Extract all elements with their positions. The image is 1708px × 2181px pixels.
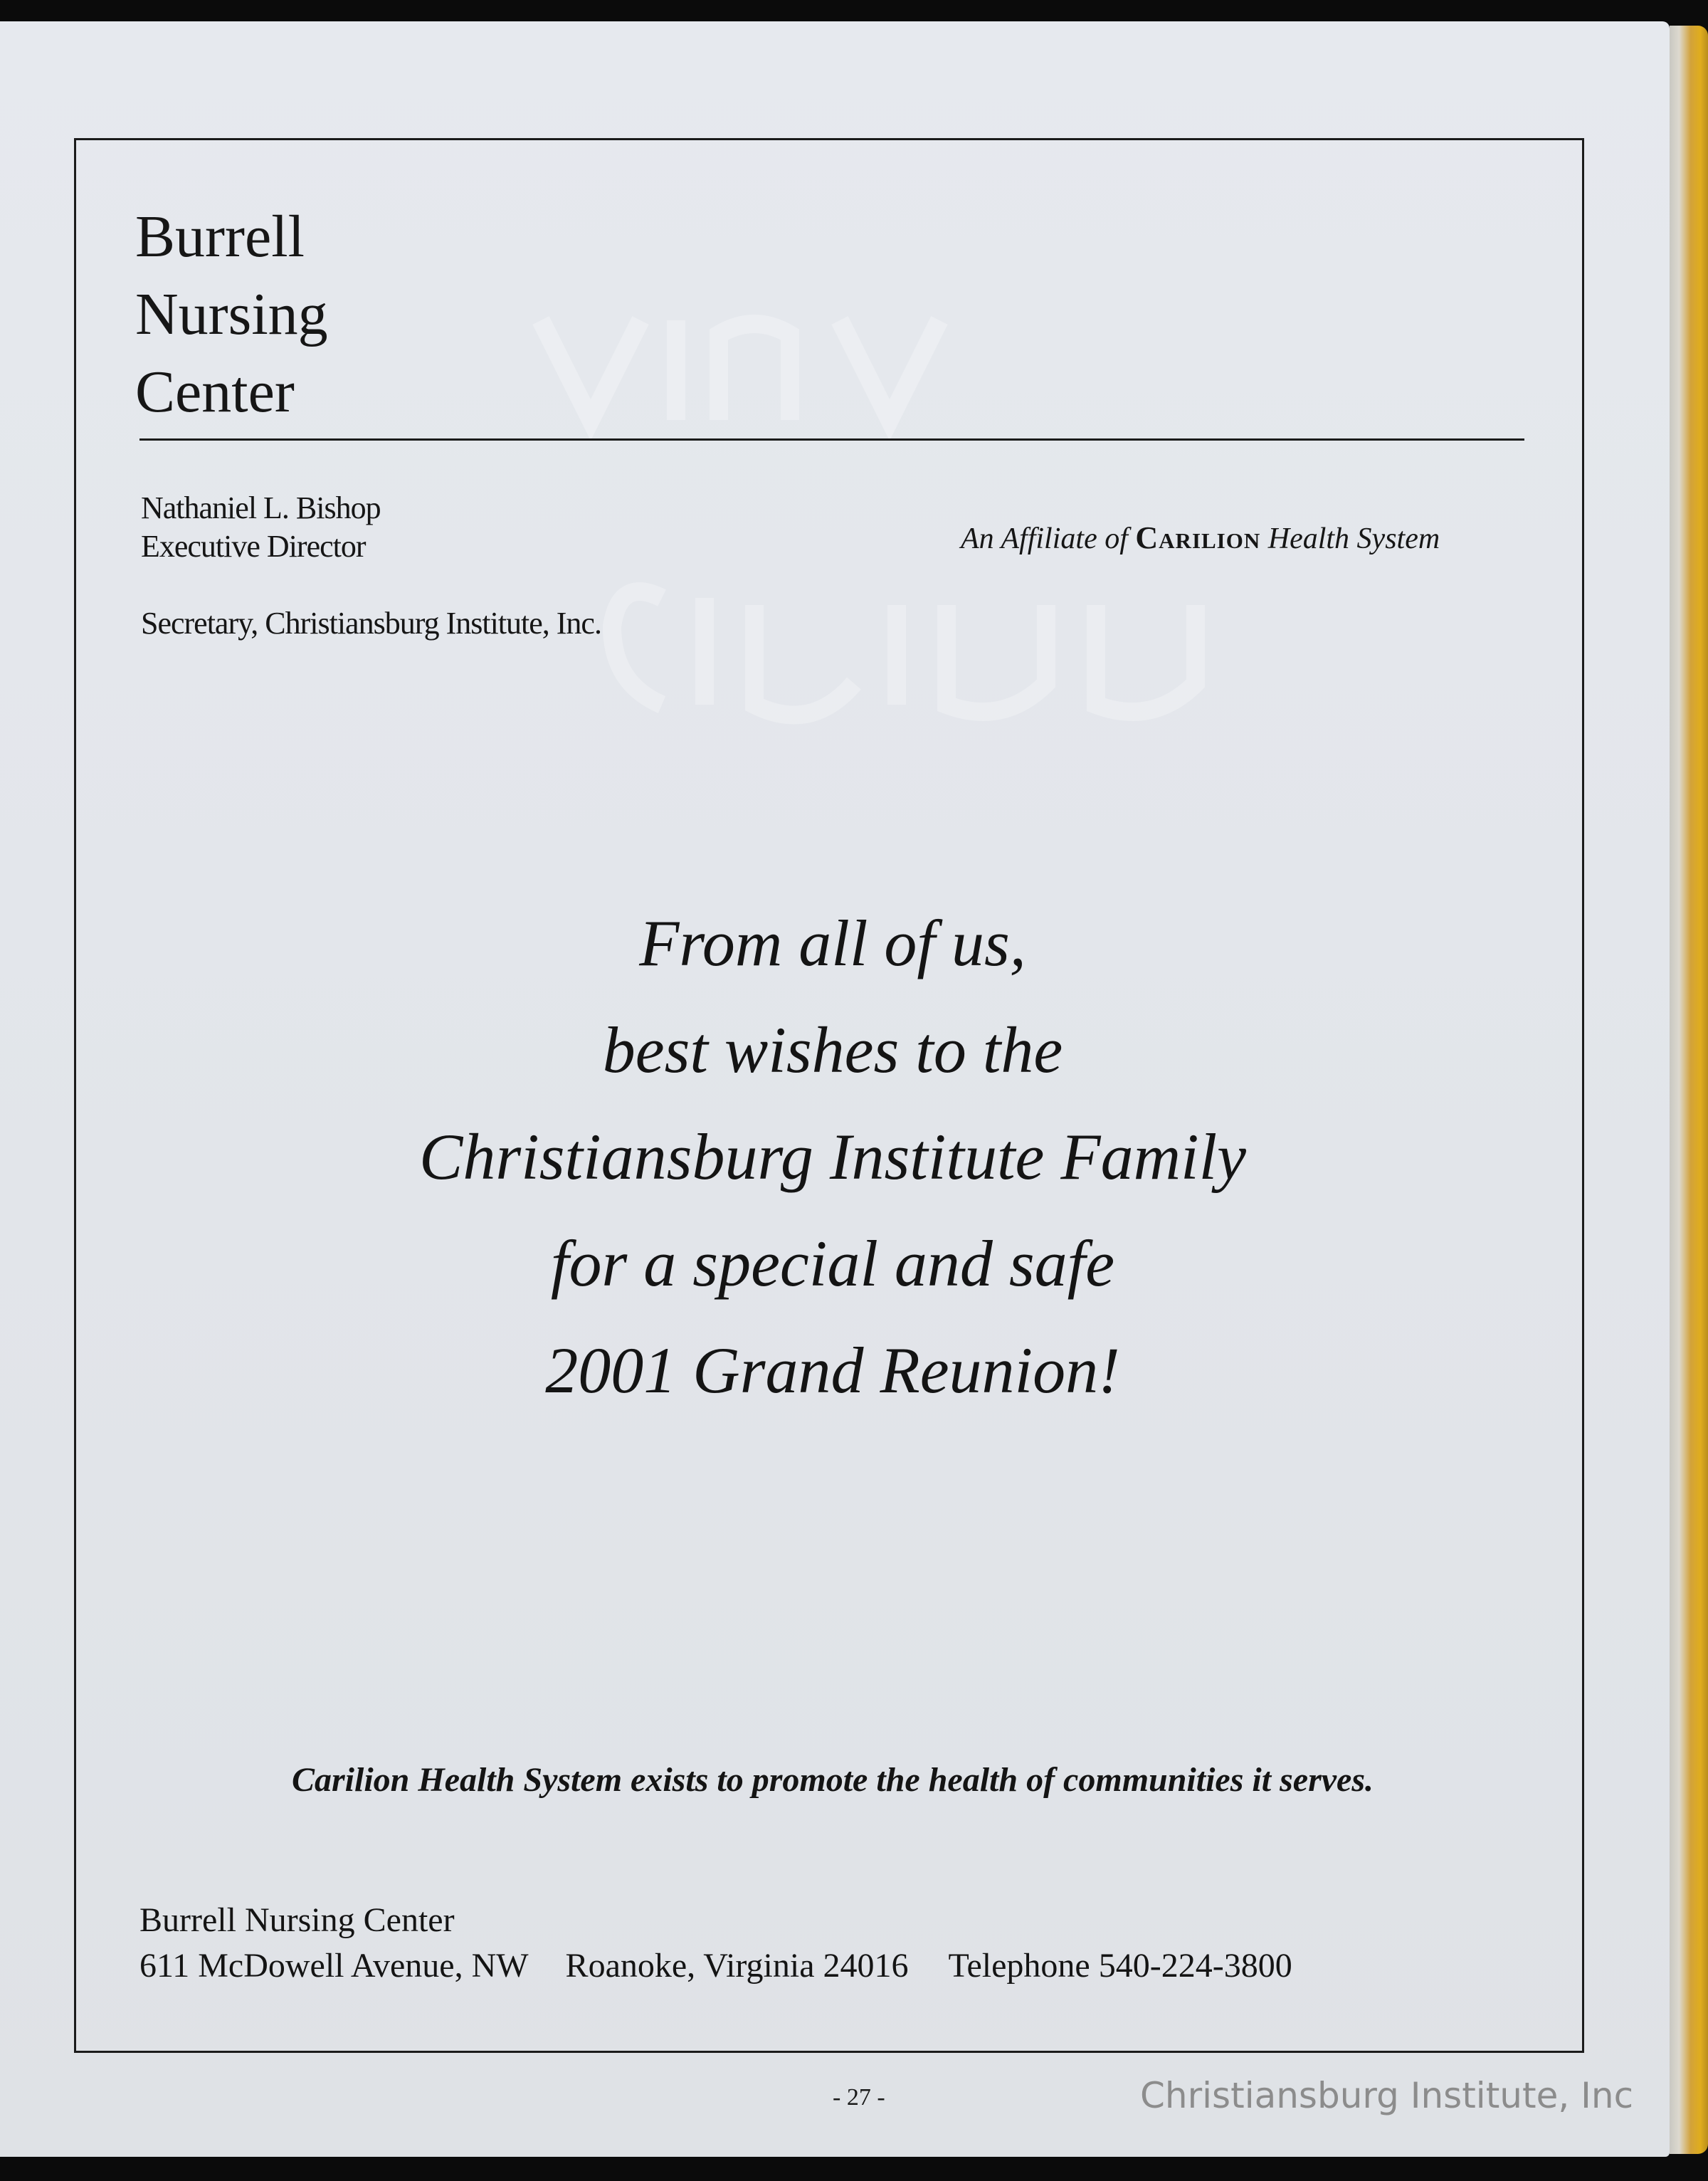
mission-tagline: Carilion Health System exists to promote the health of communities it serves. [291,1761,1374,1799]
officer-name: Nathaniel L. Bishop [141,490,381,525]
officer-title: Executive Director [141,529,366,564]
footer-street: 611 McDowell Avenue, NW [139,1947,529,1985]
affiliation-prefix: An Affiliate of [961,522,1128,555]
greeting-message [185,890,1480,1424]
org-name-line: Nursing [135,281,328,347]
org-name-line: Burrell [135,204,305,270]
message-line: for a special and safe [550,1227,1115,1300]
page-edge-binding [1670,26,1708,2154]
footer-address [139,1946,1292,1985]
footer-org-name: Burrell Nursing Center [139,1901,455,1939]
org-name-line: Center [135,359,295,425]
header-divider [139,438,1524,441]
affiliation-line [961,520,1440,556]
message-line: 2001 Grand Reunion! [545,1334,1120,1407]
page-number: - 27 - [833,2084,885,2111]
message-line: best wishes to the [602,1014,1063,1086]
org-name-heading [135,198,328,431]
footer-city: Roanoke, Virginia 24016 [565,1947,909,1985]
footer-phone: Telephone 540-224-3800 [948,1947,1292,1985]
source-watermark: Christiansburg Institute, Inc [1140,2075,1634,2116]
secretary-line: Secretary, Christiansburg Institute, Inc. [141,606,601,641]
message-line: Christiansburg Institute Family [419,1120,1246,1193]
carilion-logo-text: Carilion [1135,520,1261,555]
message-line: From all of us, [639,907,1026,979]
document-page [0,21,1670,2157]
affiliation-suffix: Health System [1267,522,1440,555]
